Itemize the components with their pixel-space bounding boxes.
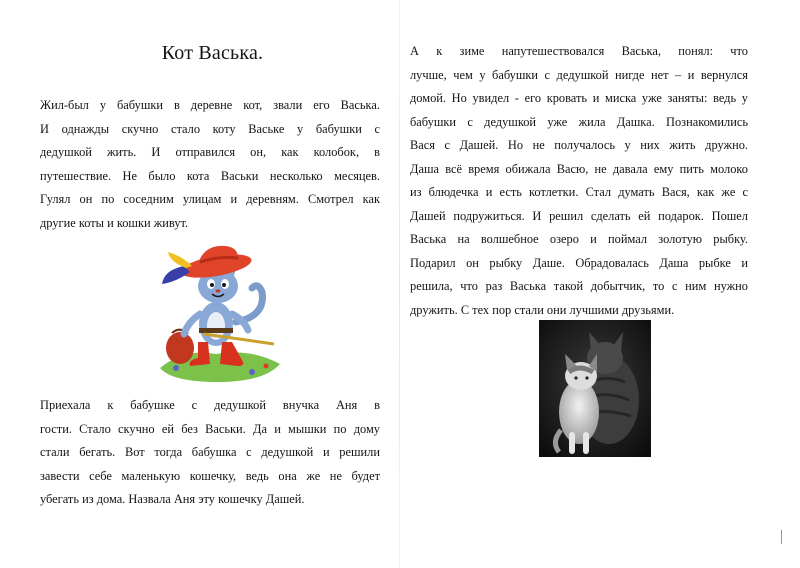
text-line: другие коты и кошки живут. — [40, 215, 189, 230]
text-line: бабушки с дедушкой уже жила Дашка. Познакомились — [410, 114, 748, 129]
text-line: гости. Стало скучно ей без Васьки. Да и мышки по дому — [40, 421, 380, 436]
text-line: завести себе маленькую кошечку, ведь она же не будет — [40, 468, 380, 483]
text-line: И однажды скучно стало коту Ваське у бабушки с — [40, 121, 380, 136]
text-line: Вася с Дашей. Но не получалось у них жить дружно. — [410, 138, 748, 152]
text-line: домой. Но увидел - его кровать и миска уже заняты: ведь у — [410, 91, 748, 105]
scan-mark — [781, 530, 782, 544]
paragraph-return — [410, 40, 748, 322]
two-cats-photo — [539, 320, 651, 457]
text-line: лучше, чем у бабушки с дедушкой нигде нет – и вернулся — [410, 67, 748, 82]
text-line: дедушкой жить. И отправился он, как колобок, в — [40, 145, 380, 159]
text-line: путешествие. Не было кота Васьки несколько месяцев. — [40, 168, 380, 183]
text-line: Приехала к бабушке с дедушкой внучка Аня в — [40, 398, 380, 412]
text-line: стали бегать. Вот тогда бабушка с дедушкой и решили — [40, 445, 380, 459]
text-line: Подарил он рыбку Даше. Обрадовалась Даша рыбке и — [410, 255, 748, 270]
puss-in-boots-illustration — [154, 236, 284, 384]
right-page — [400, 0, 800, 568]
text-line: Гулял он по соседним улицам и деревням. Смотрел как — [40, 192, 380, 206]
paragraph-arrival — [40, 394, 380, 512]
text-line: Васька на волшебное озеро и поймал золотую рыбку. — [410, 232, 748, 246]
text-line: Даша всё время обижала Васю, не давала ему пить молоко — [410, 161, 748, 176]
text-line: дружить. С тех пор стали они лучшими друзьями. — [410, 302, 675, 317]
text-line: Дашей подружиться. И решил сделать ей подарок. Пошел — [410, 208, 748, 223]
story-title: Кот Васька. — [161, 42, 264, 64]
text-line: решила, что раз Васька такой добытчик, то с ним нужно — [410, 279, 748, 293]
text-line: убегать из дома. Назвала Аня эту кошечку Дашей. — [40, 492, 305, 506]
text-line: А к зиме напутешествовался Васька, понял: что — [410, 44, 748, 58]
text-line: из блюдечка и есть котлетки. Стал думать Вася, как же с — [410, 185, 748, 199]
text-line: Жил-был у бабушки в деревне кот, звали его Васька. — [40, 98, 380, 112]
paragraph-intro — [40, 94, 380, 235]
